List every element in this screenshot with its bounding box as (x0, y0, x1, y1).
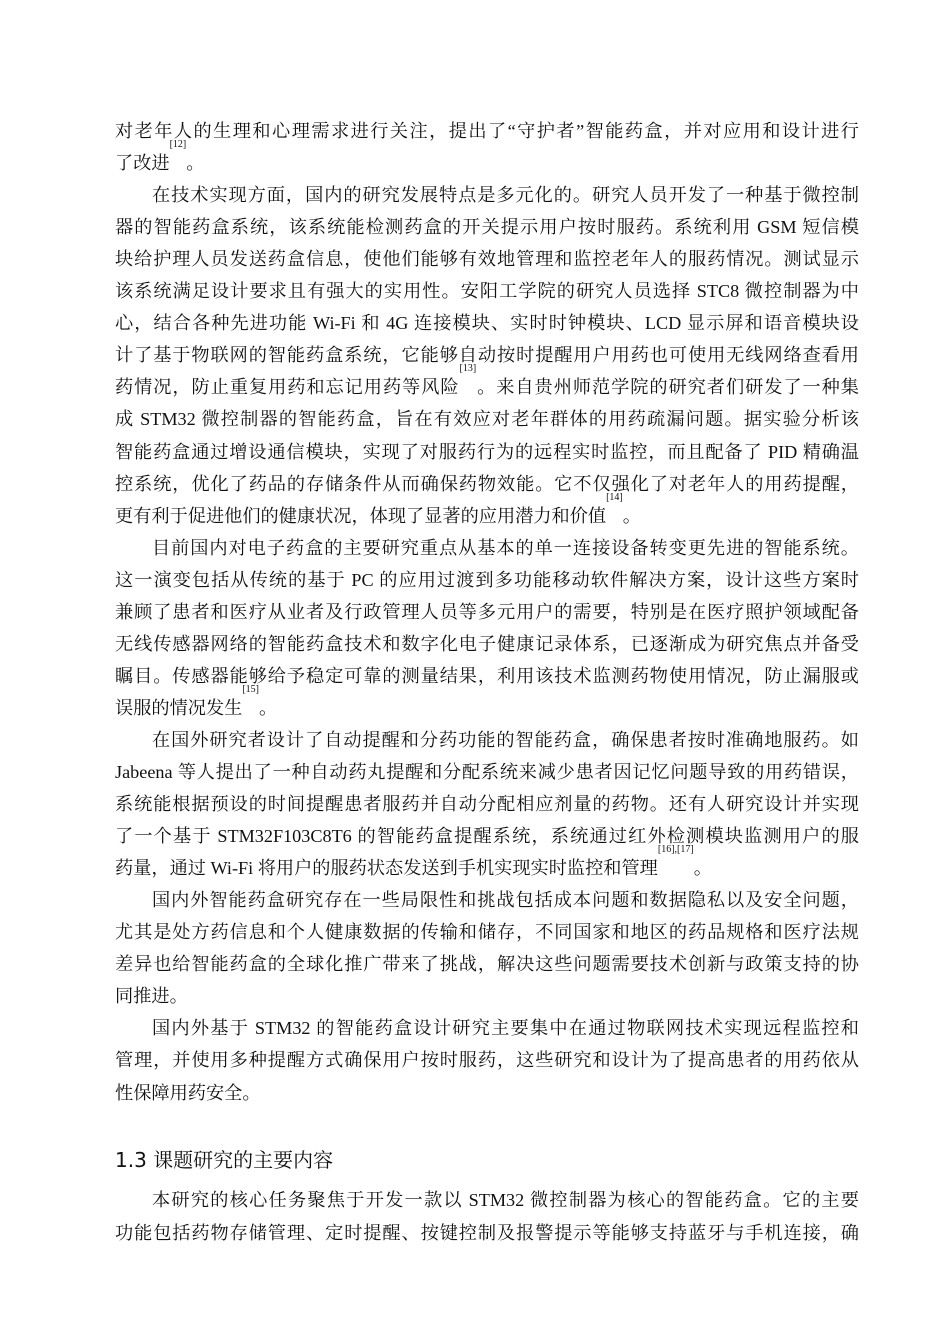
line-text: 误服的情况发生 (115, 697, 243, 718)
line-text: 尤其是处方药信息和个人健康数据的传输和储存，不同国家和地区的药品规格和医疗法规 (115, 922, 859, 943)
line-text: 对老年人的生理和心理需求进行关注，提出了“守护者”智能药盒，并对应用和设计进行 (115, 121, 859, 141)
line-text: 差异也给智能药盒的全球化推广带来了挑战，解决这些问题需要技术创新与政策支持的协 (115, 954, 859, 975)
line-text: 在技术实现方面，国内的研究发展特点是多元化的。研究人员开发了一种基于微控制 (152, 185, 859, 206)
line-text: 块给护理人员发送药盒信息，使他们能够有效地管理和监控老年人的服药情况。测试显示 (115, 249, 859, 270)
text-line (115, 243, 859, 275)
text-line (115, 820, 859, 852)
line-text: 智能药盒通过增设通信模块，实现了对服药行为的远程实时监控，而且配备了 PID 精确温 (115, 441, 859, 462)
text-line (115, 1044, 859, 1076)
text-line (115, 948, 859, 980)
line-text: 这一演变包括从传统的基于 PC 的应用过渡到多功能移动软件解决方案，设计这些方案时 (115, 569, 859, 590)
text-line (115, 756, 859, 788)
text-line (115, 660, 859, 692)
line-text: 心，结合各种先进功能 Wi-Fi 和 4G 连接模块、实时时钟模块、LCD 显示屏和语音模块设 (115, 313, 859, 334)
text-line (115, 115, 859, 147)
text-line (115, 788, 859, 820)
line-text: 器的智能药盒系统，该系统能检测药盒的开关提示用户按时服药。系统利用 GSM 短信模 (115, 217, 859, 238)
line-text: 瞩目。传感器能够给予稳定可靠的测量结果，利用该技术监测药物使用情况，防止漏服或 (115, 665, 859, 686)
line-text: 了一个基于 STM32F103C8T6 的智能药盒提醒系统，系统通过红外检测模块监测用户的服 (115, 826, 859, 847)
text-line (115, 1012, 859, 1044)
line-text: 了改进 (115, 153, 170, 174)
line-text: 本研究的核心任务聚焦于开发一款以 STM32 微控制器为核心的智能药盒。它的主要 (152, 1190, 859, 1210)
line-text: 药量，通过 Wi-Fi 将用户的服药状态发送到手机实现实时监控和管理 (115, 858, 658, 879)
line-text: Jabeena 等人提出了一种自动药丸提醒和分配系统来减少患者因记忆问题导致的用药错误， (115, 762, 859, 782)
line-text: 。来自贵州师范学院的研究者们研发了一种集 (476, 377, 859, 398)
line-text: 无线传感器网络的智能药盒技术和数字化电子健康记录体系，已逐渐成为研究焦点并备受 (115, 633, 859, 654)
line-text: 。 (186, 153, 205, 174)
line-text: 性保障用药安全。 (115, 1082, 261, 1103)
text-line (115, 564, 859, 596)
line-text: 兼顾了患者和医疗从业者及行政管理人员等多元用户的需要，特别是在医疗照护领域配备 (115, 601, 859, 622)
line-text: 药情况，防止重复用药和忘记用药等风险 (115, 377, 460, 398)
line-text: 成 STM32 微控制器的智能药盒，旨在有效应对老年群体的用药疏漏问题。据实验分析该 (115, 409, 859, 430)
line-text: 系统能根据预设的时间提醒患者服药并自动分配相应剂量的药物。还有人研究设计并实现 (115, 794, 859, 815)
text-line (115, 275, 859, 307)
text-line (115, 179, 859, 211)
line-text: 计了基于物联网的智能药盒系统，它能够自动按时提醒用户用药也可使用无线网络查看用 (115, 345, 859, 366)
line-text: 目前国内对电子药盒的主要研究重点从基本的单一连接设备转变更先进的智能系统。 (152, 537, 859, 558)
line-text: 该系统满足设计要求且有强大的实用性。安阳工学院的研究人员选择 STC8 微控制器为中 (115, 281, 859, 302)
text-line (115, 884, 859, 916)
text-line (115, 916, 859, 948)
text-line (115, 532, 859, 564)
citation-reference: [15] (242, 683, 259, 695)
citation-reference: [13] (459, 363, 477, 375)
line-text: 。 (693, 858, 712, 879)
section-heading: 1.3 课题研究的主要内容 (115, 1148, 334, 1172)
text-line (115, 683, 859, 724)
text-line (115, 436, 859, 468)
text-line (115, 307, 859, 339)
text-line (115, 844, 859, 884)
citation-reference: [16],[17] (657, 844, 694, 856)
text-line (115, 980, 859, 1012)
line-text: 同推进。 (115, 986, 188, 1007)
text-line (115, 403, 859, 435)
text-line (115, 491, 859, 532)
text-line (115, 139, 859, 179)
citation-reference: [12] (169, 139, 187, 151)
text-line (115, 363, 859, 403)
line-text: 国内外基于 STM32 的智能药盒设计研究主要集中在通过物联网技术实现远程监控和 (152, 1018, 859, 1039)
text-line (115, 1184, 859, 1216)
text-line (115, 1077, 859, 1109)
line-text: 更有利于促进他们的健康状况，体现了显著的应用潜力和价值 (115, 505, 607, 526)
text-line (115, 628, 859, 660)
line-text: 国内外智能药盒研究存在一些局限性和挑战包括成本问题和数据隐私以及安全问题， (152, 890, 859, 911)
text-line (115, 1217, 859, 1249)
line-text: 。 (622, 505, 641, 526)
line-text: 在国外研究者设计了自动提醒和分药功能的智能药盒，确保患者按时准确地服药。如 (152, 729, 859, 750)
line-text: 。 (259, 697, 278, 718)
text-line (115, 724, 859, 756)
line-text: 功能包括药物存储管理、定时提醒、按键控制及报警提示等能够支持蓝牙与手机连接，确 (115, 1222, 859, 1243)
citation-reference: [14] (606, 491, 623, 503)
line-text: 管理，并使用多种提醒方式确保用户按时服药，这些研究和设计为了提高患者的用药依从 (115, 1050, 859, 1071)
line-text: 控系统，优化了药品的存储条件从而确保药物效能。它不仅强化了对老年人的用药提醒， (115, 473, 859, 494)
text-line (115, 211, 859, 243)
text-line (115, 468, 859, 500)
text-line (115, 339, 859, 371)
text-line (115, 596, 859, 628)
